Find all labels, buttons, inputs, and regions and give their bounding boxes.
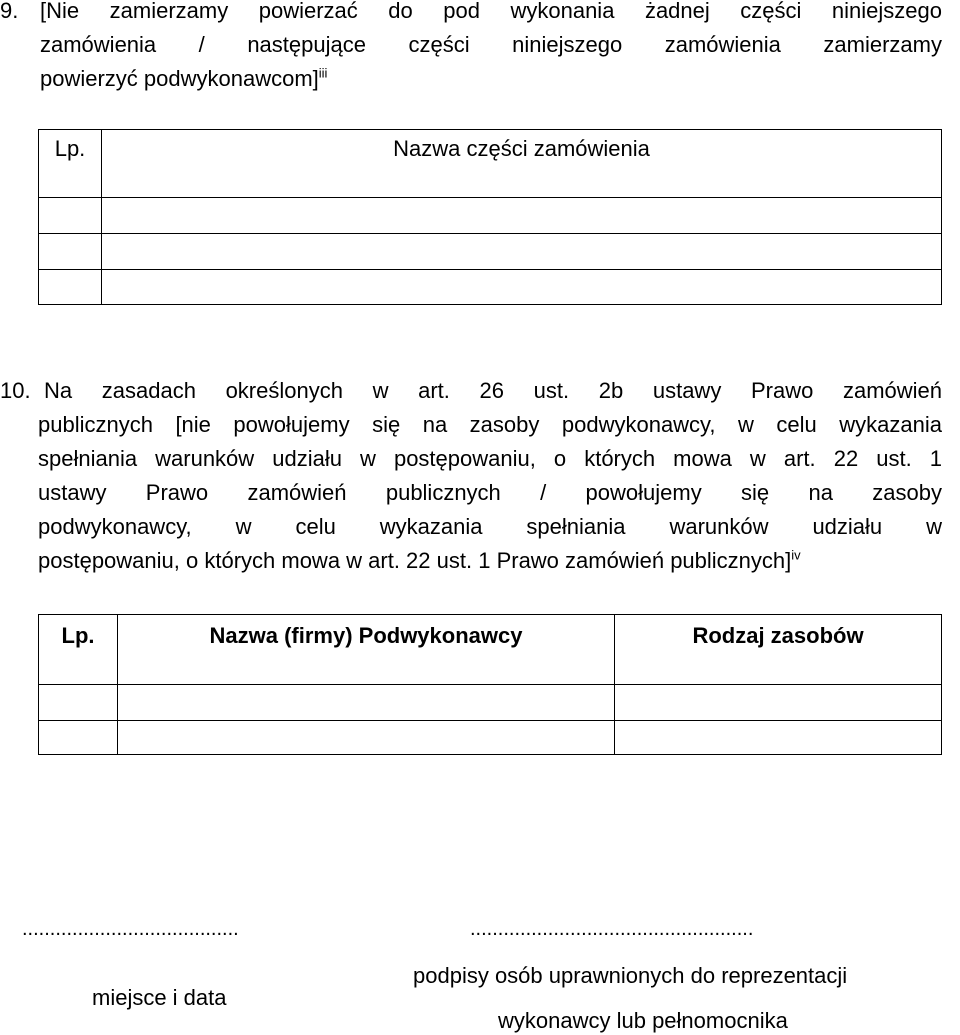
section-9-line: [Nie zamierzamy powierzać do pod wykonania żadnej części niniejszego — [40, 0, 942, 23]
table1-cell[interactable] — [39, 234, 102, 270]
signature-label-line1: podpisy osób uprawnionych do reprezentacji — [413, 963, 848, 988]
table2-cell[interactable] — [615, 685, 942, 721]
table1-cell[interactable] — [39, 198, 102, 234]
table2-header-resource-type: Rodzaj zasobów — [615, 615, 942, 685]
table2-cell[interactable] — [118, 685, 615, 721]
section-10-line: spełniania warunków udziału w postępowaniu, o których mowa w art. 22 ust. 1 — [38, 446, 942, 471]
footnote-ref-iv: iv — [791, 547, 801, 563]
section-10-line: Na zasadach określonych w art. 26 ust. 2b ustawy Prawo zamówień — [44, 378, 942, 403]
subcontract-parts-table — [38, 129, 942, 305]
signature-dots: ................................................... — [470, 918, 754, 940]
section-10-line: ustawy Prawo zamówień publicznych / powołujemy się na zasoby — [38, 480, 942, 505]
table1-cell[interactable] — [102, 270, 942, 305]
subcontractor-resources-table — [38, 614, 942, 755]
table2-header-subcontractor: Nazwa (firmy) Podwykonawcy — [118, 615, 615, 685]
section-10-line: publicznych [nie powołujemy się na zasoby podwykonawcy, w celu wykazania — [38, 412, 942, 437]
section-10-number: 10. — [0, 378, 31, 403]
table1-cell[interactable] — [102, 198, 942, 234]
table2-cell[interactable] — [39, 721, 118, 755]
table1-header-lp: Lp. — [39, 130, 102, 198]
signature-label-line2: wykonawcy lub pełnomocnika — [498, 1008, 788, 1033]
section-10-line: podwykonawcy, w celu wykazania spełniania warunków udziału w — [38, 514, 942, 539]
section-10-line: postępowaniu, o których mowa w art. 22 ust. 1 Prawo zamówień publicznych] — [38, 548, 792, 573]
section-9-line: powierzyć podwykonawcom] — [40, 66, 319, 91]
section-9-text — [40, 0, 942, 96]
footnote-ref-iii: iii — [318, 65, 328, 81]
section-9-line-last — [40, 62, 942, 96]
table1-header-name: Nazwa części zamówienia — [102, 130, 942, 198]
table2-cell[interactable] — [39, 685, 118, 721]
table2-header-lp: Lp. — [39, 615, 118, 685]
table2-cell[interactable] — [615, 721, 942, 755]
section-10-line-last — [38, 544, 942, 578]
table2-cell[interactable] — [118, 721, 615, 755]
place-date-dots: ....................................... — [22, 918, 239, 940]
table1-cell[interactable] — [39, 270, 102, 305]
section-9-line: zamówienia / następujące części niniejszego zamówienia zamierzamy — [40, 32, 942, 57]
section-9-number: 9. — [0, 0, 19, 23]
section-10-text — [38, 374, 942, 578]
table1-cell[interactable] — [102, 234, 942, 270]
place-date-label: miejsce i data — [92, 985, 227, 1010]
